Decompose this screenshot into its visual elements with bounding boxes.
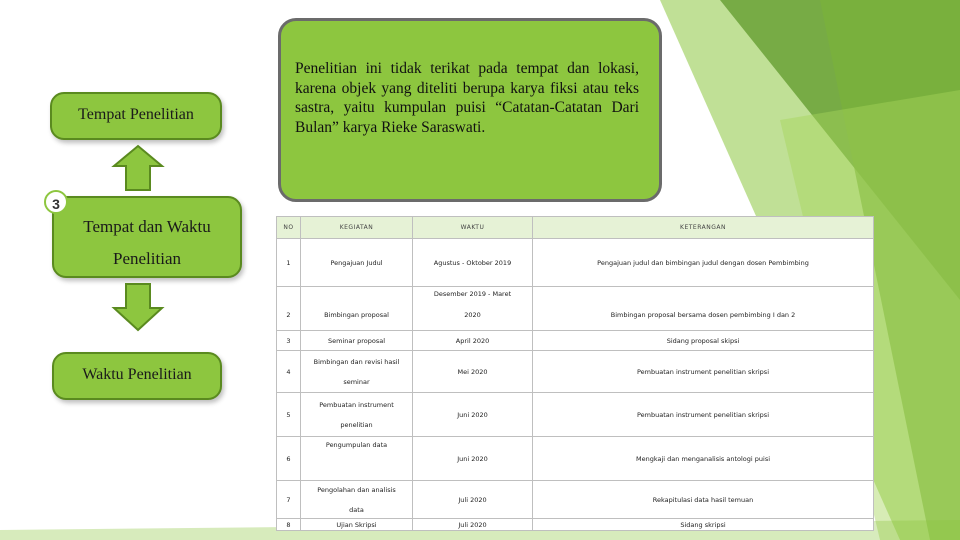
- cell-kegiatan-line2: penelitian: [340, 420, 373, 429]
- cell-kegiatan: [301, 287, 413, 301]
- cell-waktu: 2020: [413, 301, 533, 331]
- cell-no: 3: [277, 331, 301, 351]
- cell-keterangan: Pembuatan instrument penelitian skripsi: [533, 351, 874, 393]
- header-waktu: WAKTU: [413, 217, 533, 239]
- cell-kegiatan-line1: Pengolahan dan analisis: [317, 485, 396, 494]
- cell-no: 2: [277, 301, 301, 331]
- table-row: [277, 301, 874, 331]
- cell-no: 4: [277, 351, 301, 393]
- cell-no: [277, 287, 301, 301]
- cell-kegiatan: [301, 351, 413, 393]
- cell-keterangan: Sidang proposal skipsi: [533, 331, 874, 351]
- cell-kegiatan-line1: Pembuatan instrument: [319, 400, 394, 409]
- cell-no: 7: [277, 481, 301, 519]
- cell-kegiatan-line2: data: [349, 505, 364, 514]
- cell-keterangan: Pembuatan instrument penelitian skripsi: [533, 393, 874, 437]
- cell-kegiatan: Pengajuan Judul: [301, 239, 413, 287]
- table-row: [277, 393, 874, 437]
- cell-kegiatan-line2: seminar: [343, 377, 370, 386]
- cell-kegiatan: Bimbingan proposal: [301, 301, 413, 331]
- table-row: [277, 519, 874, 531]
- table-row: [277, 239, 874, 287]
- cell-kegiatan: Ujian Skripsi: [301, 519, 413, 531]
- cell-keterangan: Mengkaji dan menganalisis antologi puisi: [533, 437, 874, 481]
- table-header-row: [277, 217, 874, 239]
- header-no: NO: [277, 217, 301, 239]
- tempat-dan-waktu-line1: Tempat dan Waktu: [83, 217, 211, 236]
- cell-keterangan: [533, 287, 874, 301]
- description-box: Penelitian ini tidak terikat pada tempat dan lokasi, karena objek yang diteliti berupa karya fiksi atau teks sastra, yaitu kumpulan puisi “Catatan-Catatan Dari Bulan” karya Rieke Saraswati.: [278, 18, 662, 202]
- cell-waktu: Juni 2020: [413, 393, 533, 437]
- cell-no: 8: [277, 519, 301, 531]
- table-row: [277, 331, 874, 351]
- cell-keterangan: Sidang skripsi: [533, 519, 874, 531]
- cell-waktu: Agustus - Oktober 2019: [413, 239, 533, 287]
- cell-kegiatan: Seminar proposal: [301, 331, 413, 351]
- cell-waktu: Mei 2020: [413, 351, 533, 393]
- cell-keterangan: Pengajuan judul dan bimbingan judul dengan dosen Pembimbing: [533, 239, 874, 287]
- arrow-down-icon: [110, 282, 166, 332]
- section-number-badge: 3: [44, 190, 68, 214]
- cell-kegiatan: [301, 393, 413, 437]
- cell-keterangan: Rekapitulasi data hasil temuan: [533, 481, 874, 519]
- arrow-up-icon: [110, 144, 166, 192]
- table-row: [277, 287, 874, 301]
- schedule-table: [276, 216, 874, 531]
- cell-keterangan: Bimbingan proposal bersama dosen pembimbing I dan 2: [533, 301, 874, 331]
- cell-kegiatan: Pengumpulan data: [301, 437, 413, 481]
- cell-waktu: April 2020: [413, 331, 533, 351]
- cell-no: 5: [277, 393, 301, 437]
- cell-waktu: Desember 2019 - Maret: [413, 287, 533, 301]
- cell-kegiatan: [301, 481, 413, 519]
- cell-waktu: Juli 2020: [413, 481, 533, 519]
- tempat-dan-waktu-line2: Penelitian: [113, 249, 181, 268]
- table-row: [277, 351, 874, 393]
- table-row: [277, 437, 874, 481]
- cell-waktu: Juni 2020: [413, 437, 533, 481]
- cell-no: 1: [277, 239, 301, 287]
- header-keterangan: KETERANGAN: [533, 217, 874, 239]
- tempat-penelitian-label: Tempat Penelitian: [78, 106, 194, 123]
- cell-waktu: Juli 2020: [413, 519, 533, 531]
- table-row: [277, 481, 874, 519]
- waktu-penelitian-label: Waktu Penelitian: [82, 366, 192, 383]
- cell-no: 6: [277, 437, 301, 481]
- header-kegiatan: KEGIATAN: [301, 217, 413, 239]
- cell-kegiatan-line1: Bimbingan dan revisi hasil: [313, 357, 400, 366]
